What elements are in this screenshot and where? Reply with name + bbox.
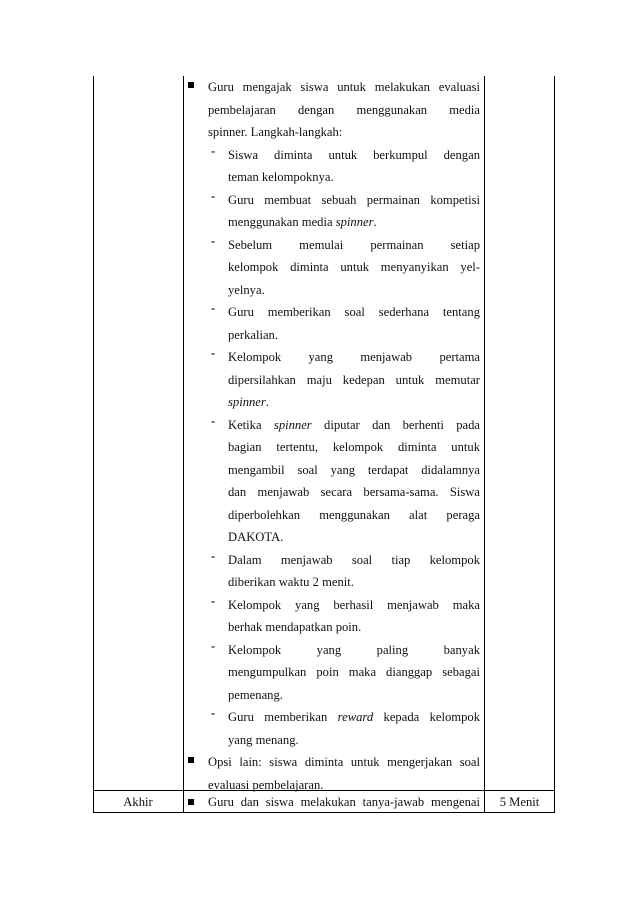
text-span: kepada kelompok [373, 710, 480, 724]
square-bullet-icon [188, 757, 194, 763]
italic-term: spinner [273, 417, 312, 432]
text-span: menggunakan media [228, 215, 336, 229]
text-span: Guru memberikan [228, 710, 338, 724]
text-line [228, 414, 480, 437]
time-allocation: 5 Menit [499, 795, 540, 809]
text-line: berhak mendapatkan poin. [228, 620, 362, 634]
dash-bullet-icon: - [211, 706, 216, 720]
text-line: spinner. Langkah-langkah: [208, 125, 343, 139]
step-item [184, 346, 480, 414]
table-border-right [554, 76, 555, 813]
text-line: evaluasi pembelajaran. [208, 777, 324, 792]
square-bullet-icon [188, 799, 194, 805]
text-span: . [265, 395, 269, 409]
step-item [184, 234, 480, 302]
text-line: pemenang. [228, 687, 283, 702]
step-item [184, 549, 480, 594]
text-span: diputar dan berhenti pada [311, 417, 480, 432]
table-border-left [93, 76, 94, 813]
text-line: kelompok diminta untuk menyanyikan yel- [228, 260, 480, 274]
text-line: diberikan waktu 2 menit. [228, 575, 354, 589]
text-line: Guru membuat sebuah permainan kompetisi [228, 192, 480, 207]
text-line: Siswa diminta untuk berkumpul dengan [228, 147, 480, 162]
text-span: . [373, 215, 377, 229]
dash-bullet-icon: - [211, 233, 216, 248]
dash-bullet-icon: - [211, 413, 216, 428]
text-line [228, 706, 480, 729]
square-bullet-icon [188, 82, 194, 88]
italic-term: spinner [228, 395, 266, 409]
text-span: Ketika [228, 417, 274, 432]
text-line: Guru dan siswa melakukan tanya-jawab mengenai [208, 795, 480, 809]
text-line: teman kelompoknya. [228, 170, 334, 184]
text-line: diperbolehkan menggunakan alat peraga [228, 507, 480, 522]
dash-bullet-icon: - [211, 548, 216, 563]
text-line: Guru memberikan soal sederhana tentang [228, 305, 480, 319]
step-item [184, 594, 480, 639]
step-item [184, 301, 480, 346]
step-item [184, 144, 480, 189]
italic-term: reward [337, 710, 374, 724]
text-line: bagian tertentu, kelompok diminta untuk [228, 440, 480, 454]
dash-bullet-icon: - [211, 143, 216, 158]
text-line: mengumpulkan poin maka dianggap sebagai [228, 665, 480, 679]
table-row-closing [93, 791, 555, 813]
dash-bullet-icon: - [211, 346, 216, 360]
dash-bullet-icon: - [211, 301, 216, 315]
text-line [228, 391, 480, 414]
text-line [228, 211, 480, 234]
text-line: mengambil soal yang terdapat didalamnya [228, 462, 480, 477]
bullet-alternative-option [184, 751, 480, 796]
text-line: Kelompok yang berhasil menjawab maka [228, 597, 480, 612]
text-line: Kelompok yang menjawab pertama [228, 350, 480, 364]
text-line: yelnya. [228, 282, 265, 297]
dash-bullet-icon: - [211, 638, 216, 653]
text-line: Guru mengajak siswa untuk melakukan evaluasi [208, 80, 480, 94]
text-line: pembelajaran dengan menggunakan media [208, 102, 480, 117]
step-item [184, 639, 480, 707]
text-line: Kelompok yang paling banyak [228, 642, 480, 657]
dash-bullet-icon: - [211, 188, 216, 203]
text-line: DAKOTA. [228, 530, 284, 544]
dash-bullet-icon: - [211, 593, 216, 608]
table-border-col2 [484, 76, 485, 813]
step-item [184, 414, 480, 549]
text-line: Dalam menjawab soal tiap kelompok [228, 552, 480, 567]
text-line: Opsi lain: siswa diminta untuk mengerjakan soal [208, 755, 480, 769]
italic-term: spinner [335, 215, 374, 229]
text-line: perkalian. [228, 327, 278, 342]
bullet-evaluation [184, 76, 480, 144]
text-line: yang menang. [228, 732, 299, 747]
step-item [184, 189, 480, 234]
text-line: Sebelum memulai permainan setiap [228, 237, 480, 252]
lesson-activity-table [93, 76, 555, 813]
stage-label: Akhir [123, 795, 153, 809]
step-item [184, 706, 480, 751]
activity-cell [184, 76, 480, 796]
bullet-closing [184, 791, 480, 813]
activity-cell [184, 791, 480, 813]
text-line: dan menjawab secara bersama-sama. Siswa [228, 485, 480, 499]
text-line: dipersilahkan maju kedepan untuk memutar [228, 372, 480, 387]
